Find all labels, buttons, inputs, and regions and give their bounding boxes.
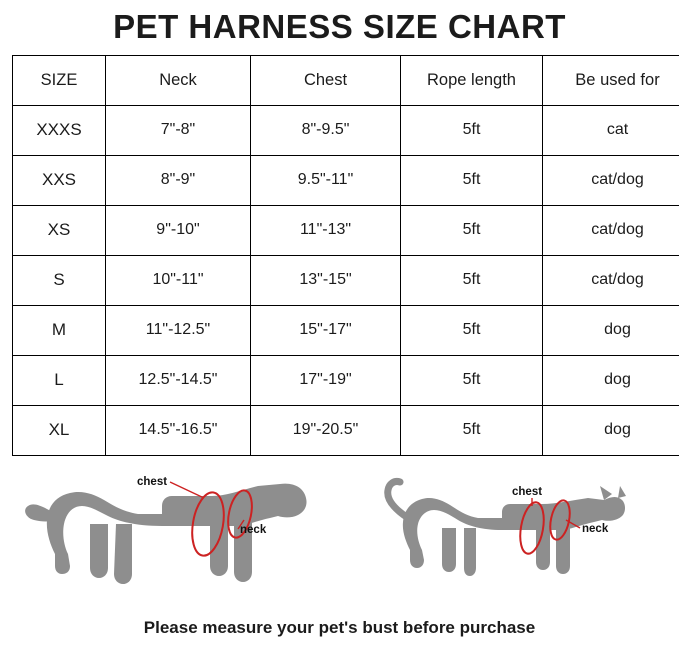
column-header-be-used-for: Be used for [543,55,679,105]
cell-be-used-for: cat/dog [543,155,679,205]
cell-rope-length: 5ft [401,405,543,455]
table-header-row [13,55,679,105]
cell-size: XXXS [13,105,106,155]
cell-chest: 8"-9.5" [251,105,401,155]
footer-note: Please measure your pet's bust before purchase [143,617,536,637]
cell-chest: 17"-19" [251,355,401,405]
cell-chest: 13"-15" [251,255,401,305]
cell-chest: 19"-20.5" [251,405,401,455]
cell-be-used-for: dog [543,405,679,455]
cell-chest: 11"-13" [251,205,401,255]
table-header [13,55,679,105]
column-header-size: SIZE [13,55,106,105]
column-header-neck: Neck [106,55,251,105]
cat-silhouette [388,481,626,576]
cell-neck: 7"-8" [106,105,251,155]
cell-size: L [13,355,106,405]
cell-chest: 15"-17" [251,305,401,355]
cat-neck-label: neck [582,522,609,535]
table-row [13,305,679,355]
cell-be-used-for: dog [543,355,679,405]
dog-silhouette [25,476,306,584]
cell-be-used-for: dog [543,305,679,355]
cell-size: XS [13,205,106,255]
cell-be-used-for: cat/dog [543,255,679,305]
cell-chest: 9.5"-11" [251,155,401,205]
table-row [13,155,679,205]
cell-neck: 8"-9" [106,155,251,205]
pet-measurement-illustrations [12,462,667,612]
cell-size: S [13,255,106,305]
table-row [13,105,679,155]
cell-size: XXS [13,155,106,205]
table-row [13,255,679,305]
cell-size: M [13,305,106,355]
illustration-area [12,462,667,612]
dog-chest-label: chest [137,475,168,488]
cell-rope-length: 5ft [401,155,543,205]
cell-rope-length: 5ft [401,255,543,305]
table-row [13,405,679,455]
cell-rope-length: 5ft [401,355,543,405]
cell-rope-length: 5ft [401,105,543,155]
cell-size: XL [13,405,106,455]
cat-chest-label: chest [512,485,543,498]
table-body [13,105,679,455]
cell-be-used-for: cat/dog [543,205,679,255]
cell-neck: 10"-11" [106,255,251,305]
cell-neck: 14.5"-16.5" [106,405,251,455]
cell-be-used-for: cat [543,105,679,155]
dog-neck-label: neck [240,523,267,536]
column-header-chest: Chest [251,55,401,105]
column-header-rope-length: Rope length [401,55,543,105]
table-row [13,355,679,405]
cell-neck: 9"-10" [106,205,251,255]
page-title: PET HARNESS SIZE CHART [113,8,566,45]
table-row [13,205,679,255]
cell-neck: 12.5"-14.5" [106,355,251,405]
cell-rope-length: 5ft [401,305,543,355]
cell-neck: 11"-12.5" [106,305,251,355]
cell-rope-length: 5ft [401,205,543,255]
dog-chest-leader-line [170,482,204,498]
size-chart-table [12,55,679,456]
